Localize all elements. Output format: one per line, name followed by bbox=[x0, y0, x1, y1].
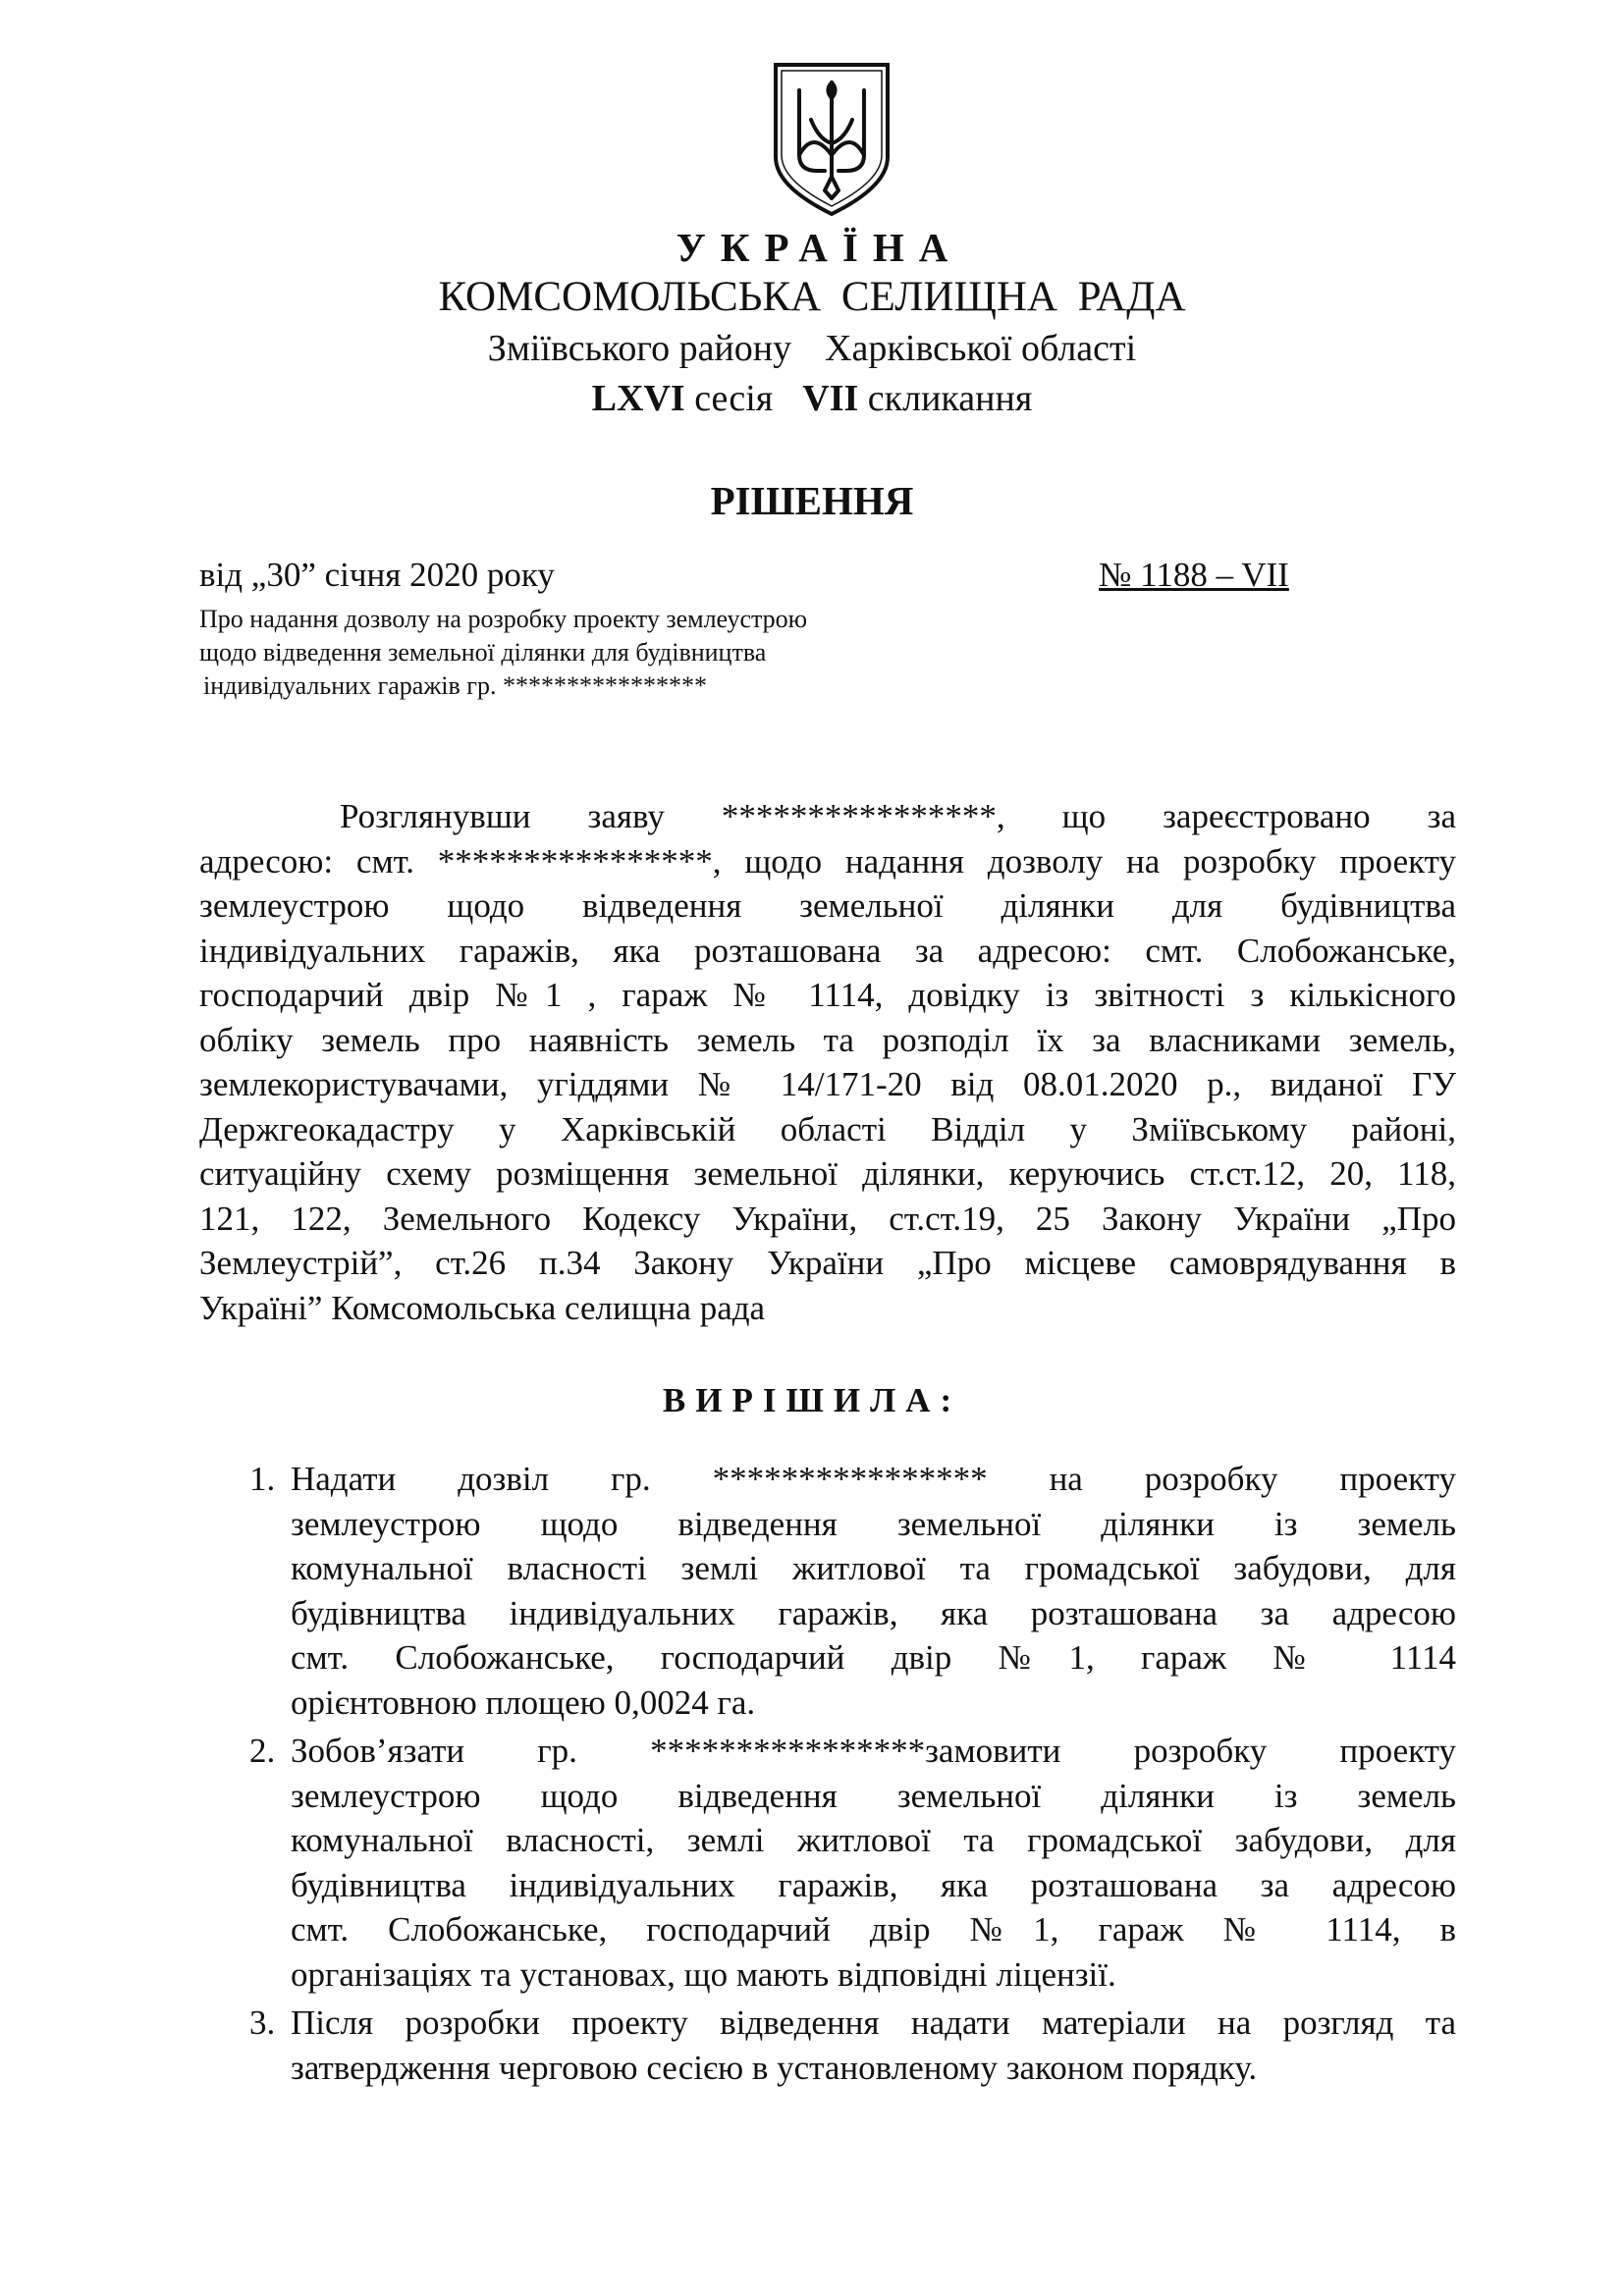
item-line: Зобов’язати гр. ****************замовити розробку проекту bbox=[291, 1732, 1456, 1770]
session-label: сесія bbox=[694, 378, 774, 419]
preamble-line: 121, 122, Земельного Кодексу України, ст.ст.19, 25 Закону України „Про bbox=[199, 1199, 1456, 1238]
preamble-line: землеустрою щодо відведення земельної ділянки для будівництва bbox=[199, 886, 1456, 925]
preamble-line: Розглянувши заяву ****************, що зареєстровано за bbox=[340, 797, 1456, 835]
item-line: організаціях та установах, що мають відповідні ліцензії. bbox=[291, 1954, 1116, 1994]
decision-subject bbox=[199, 603, 807, 703]
council-name: КОМСОМОЛЬСЬКА СЕЛИЩНА РАДА bbox=[438, 274, 1186, 320]
preamble-line: обліку земель про наявність земель та розподіл їх за власниками земель, bbox=[199, 1020, 1456, 1059]
item-line: Надати дозвіл гр. **************** на розробку проекту bbox=[291, 1460, 1456, 1498]
item-line: орієнтовною площею 0,0024 га. bbox=[291, 1682, 756, 1722]
resolved-heading: ВИРІШИЛА: bbox=[662, 1381, 962, 1419]
preamble-line: індивідуальних гаражів, яка розташована за адресою: смт. Слобожанське, bbox=[199, 931, 1456, 970]
preamble-line: адресою: смт. ****************, щодо надання дозволу на розробку проекту bbox=[199, 841, 1456, 881]
district-name: Зміївського району bbox=[487, 328, 792, 369]
item-number: 1. bbox=[249, 1460, 276, 1498]
item-number: 2. bbox=[249, 1732, 276, 1770]
item-line: смт. Слобожанське, господарчий двір №1, гараж № 1114 bbox=[291, 1638, 1456, 1677]
preamble-line: землекористувачами, угіддями № 14/171-20 від 08.01.2020 р., виданої ГУ bbox=[199, 1065, 1456, 1103]
item-line: комунальної власності, землі житлової та громадської забудови, для bbox=[291, 1821, 1456, 1859]
decision-number: № 1188 – VII bbox=[1099, 556, 1289, 594]
decision-date: від „30” січня 2020 року bbox=[199, 556, 555, 594]
item-line: землеустрою щодо відведення земельної ділянки із земель bbox=[291, 1504, 1456, 1543]
item-line: Після розробки проекту відведення надати матеріали на розгляд та bbox=[291, 2003, 1456, 2042]
preamble-line: Україні” Комсомольська селищна рада bbox=[199, 1288, 766, 1327]
session-number: LXVI bbox=[591, 378, 685, 419]
preamble-paragraph bbox=[199, 794, 1456, 1330]
preamble-line: ситуаційну схему розміщення земельної ділянки, керуючись ст.ст.12, 20, 118, bbox=[199, 1154, 1456, 1193]
preamble-line: Землеустрій”, ст.26 п.34 Закону України „Про місцеве самоврядування в bbox=[199, 1244, 1456, 1282]
item-line: смт. Слобожанське, господарчий двір №1, гараж № 1114, в bbox=[291, 1910, 1456, 1949]
decision-title: РІШЕННЯ bbox=[710, 478, 914, 523]
list-item bbox=[249, 2001, 1456, 2090]
convocation-number: VII bbox=[802, 378, 859, 419]
resolution-list bbox=[249, 1457, 1456, 2094]
country-name: УКРАЇНА bbox=[676, 225, 963, 270]
district-region bbox=[0, 327, 1624, 370]
convocation-label: скликання bbox=[867, 378, 1033, 419]
subject-line: індивідуальних гаражів гр. **************** bbox=[203, 671, 707, 700]
preamble-line: господарчий двір №1 , гараж № 1114, довідку із звітності з кількісного bbox=[199, 976, 1456, 1014]
item-line: землеустрою щодо відведення земельної ділянки із земель bbox=[291, 1776, 1456, 1815]
region-name: Харківської області bbox=[825, 328, 1137, 369]
session-convocation bbox=[0, 377, 1624, 420]
item-line: будівництва індивідуальних гаражів, яка розташована за адресою bbox=[291, 1865, 1456, 1904]
list-item bbox=[249, 1729, 1456, 1997]
list-item bbox=[249, 1457, 1456, 1725]
subject-line: Про надання дозволу на розробку проекту землеустрою bbox=[199, 605, 808, 633]
item-line: комунальної власності землі житлової та громадської забудови, для bbox=[291, 1549, 1456, 1587]
subject-line: щодо відведення земельної ділянки для будівництва bbox=[199, 638, 767, 667]
preamble-line: Держгеокадастру у Харківській області Відділ у Зміївському районі, bbox=[199, 1109, 1456, 1148]
item-line: будівництва індивідуальних гаражів, яка розташована за адресою bbox=[291, 1593, 1456, 1632]
item-line: затвердження черговою сесією в установленому законом порядку. bbox=[291, 2048, 1258, 2087]
item-number: 3. bbox=[249, 2003, 276, 2042]
coat-of-arms-emblem bbox=[770, 61, 893, 218]
